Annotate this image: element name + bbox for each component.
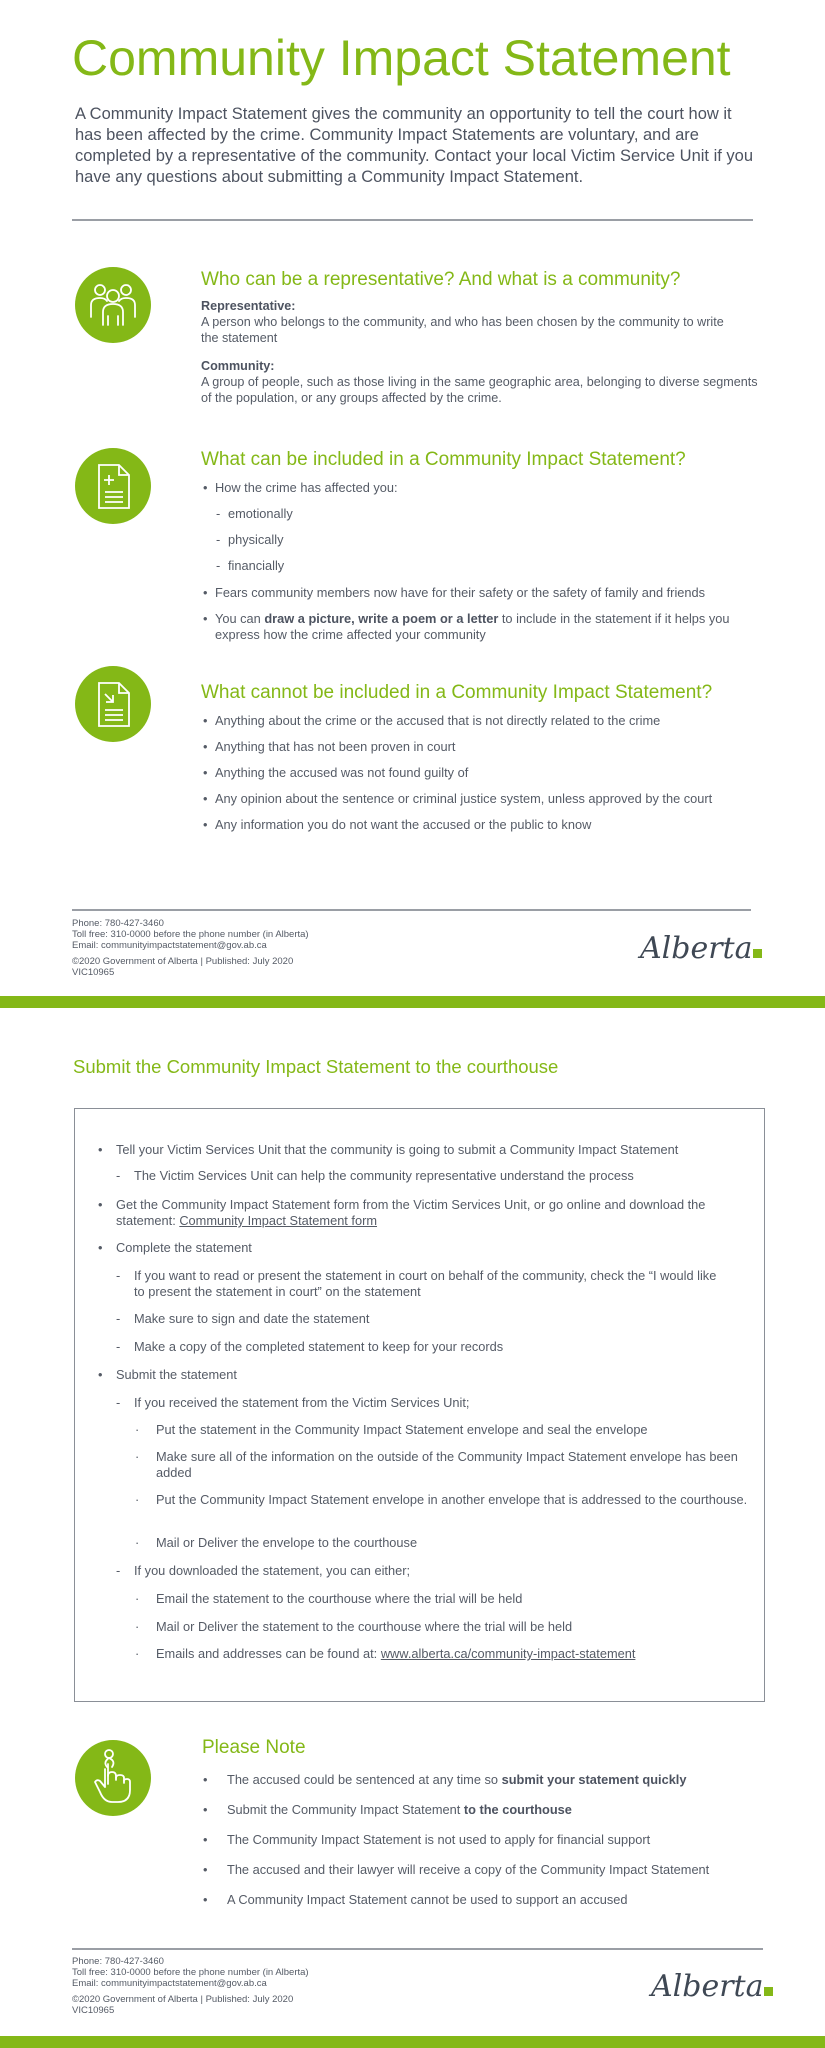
list-subsubitem: · Email the statement to the courthouse where the trial will be held — [135, 1591, 523, 1606]
list-subsubitem: · Mail or Deliver the envelope to the courthouse — [135, 1535, 418, 1550]
please-note-heading: Please Note — [202, 1737, 306, 1758]
document-arrow-icon — [75, 666, 151, 742]
footer-contact: Phone: 780-427-3460 Toll free: 310-0000 before the phone number (in Alberta) Email: communityimpactstatement@gov.ab.ca ©2020 Government of Alberta | Published: July 2020 VIC10965 — [72, 918, 309, 978]
alberta-logo: Alberta — [640, 931, 762, 966]
page-title: Community Impact Statement — [72, 30, 731, 86]
list-item: • Anything the accused was not found guilty of — [203, 765, 469, 780]
list-item: • Anything about the crime or the accused that is not directly related to the crime — [203, 713, 661, 728]
list-subitem: - If you downloaded the statement, you can either; — [116, 1563, 411, 1578]
page2-heading: Submit the Community Impact Statement to the courthouse — [73, 1056, 559, 1077]
section-heading-representative: Who can be a representative? And what is a community? — [201, 269, 681, 290]
note-item: • The accused and their lawyer will receive a copy of the Community Impact Statement — [203, 1862, 710, 1877]
bottom-bar — [0, 2036, 825, 2048]
community-label: Community: — [201, 359, 275, 373]
list-subitem: - Make a copy of the completed statement to keep for your records — [116, 1339, 504, 1354]
footer-divider — [72, 1948, 763, 1950]
section-heading-not-included: What cannot be included in a Community Impact Statement? — [201, 682, 713, 703]
list-subitem: - Make sure to sign and date the statement — [116, 1311, 370, 1326]
group-of-people-icon — [75, 267, 151, 343]
list-subitem: - physically — [216, 532, 284, 547]
list-subitem: - If you want to read or present the statement in court on behalf of the community, check the “I would like to present the statement in court” on the statement — [116, 1268, 717, 1299]
list-item: • How the crime has affected you: — [203, 480, 398, 495]
footer-contact: Phone: 780-427-3460 Toll free: 310-0000 before the phone number (in Alberta) Email: communityimpactstatement@gov.ab.ca ©2020 Government of Alberta | Published: July 2020 VIC10965 — [72, 1956, 309, 2016]
list-item: • Anything that has not been proven in court — [203, 739, 456, 754]
note-item: • The accused could be sentenced at any time so submit your statement quickly — [203, 1772, 687, 1787]
note-item: • The Community Impact Statement is not used to apply for financial support — [203, 1832, 651, 1847]
list-subitem: - The Victim Services Unit can help the community representative understand the process — [116, 1168, 634, 1183]
list-item: • Fears community members now have for their safety or the safety of family and friends — [203, 585, 706, 600]
statement-form-link[interactable]: Community Impact Statement form — [179, 1213, 378, 1228]
section-heading-included: What can be included in a Community Impact Statement? — [201, 449, 686, 470]
list-item: • Any information you do not want the accused or the public to know — [203, 817, 592, 832]
representative-label: Representative: — [201, 299, 296, 313]
representative-text: A person who belongs to the community, and who has been chosen by the community to write the statement — [201, 315, 724, 345]
list-subitem: - emotionally — [216, 506, 293, 521]
list-item: • Submit the statement — [98, 1367, 237, 1382]
list-item: • Complete the statement — [98, 1240, 252, 1255]
list-item: • Tell your Victim Services Unit that the community is going to submit a Community Impact Statement — [98, 1142, 679, 1157]
list-subitem: - If you received the statement from the Victim Services Unit; — [116, 1395, 470, 1410]
list-subsubitem: · Put the statement in the Community Impact Statement envelope and seal the envelope — [135, 1422, 648, 1437]
community-text: A group of people, such as those living in the same geographic area, belonging to diverse segments of the population, or any groups affected by the crime. — [201, 375, 758, 405]
finger-string-reminder-icon — [75, 1740, 151, 1816]
list-item: • You can draw a picture, write a poem or a letter to include in the statement if it helps you express how the crime affected your community — [203, 611, 730, 642]
list-subsubitem: · Mail or Deliver the statement to the courthouse where the trial will be held — [135, 1619, 573, 1634]
intro-paragraph: A Community Impact Statement gives the community an opportunity to tell the court how it has been affected by the crime. Community Impact Statements are voluntary, and are completed by a representative of the community. Contact your local Victim Service Unit if you have any questions about submitting a Community Impact Statement. — [75, 105, 754, 186]
note-item: • A Community Impact Statement cannot be used to support an accused — [203, 1892, 628, 1907]
note-item: • Submit the Community Impact Statement to the courthouse — [203, 1802, 572, 1817]
list-subitem: - financially — [216, 558, 285, 573]
divider — [72, 219, 753, 221]
list-subsubitem: · Make sure all of the information on the outside of the Community Impact Statement envelope has been added — [135, 1449, 738, 1480]
list-item: • Get the Community Impact Statement form from the Victim Services Unit, or go online and download the statement: Community Impact Statement form — [98, 1197, 706, 1228]
list-subsubitem: · Put the Community Impact Statement envelope in another envelope that is addressed to the courthouse. — [135, 1492, 748, 1507]
page-separator-bar — [0, 996, 825, 1008]
document-add-icon — [75, 448, 151, 524]
footer-divider — [72, 909, 751, 911]
alberta-logo: Alberta — [651, 1969, 773, 2004]
alberta-website-link[interactable]: www.alberta.ca/community-impact-statement — [380, 1646, 636, 1661]
list-subsubitem: · Emails and addresses can be found at: www.alberta.ca/community-impact-statement — [135, 1646, 636, 1661]
list-item: • Any opinion about the sentence or criminal justice system, unless approved by the court — [203, 791, 713, 806]
